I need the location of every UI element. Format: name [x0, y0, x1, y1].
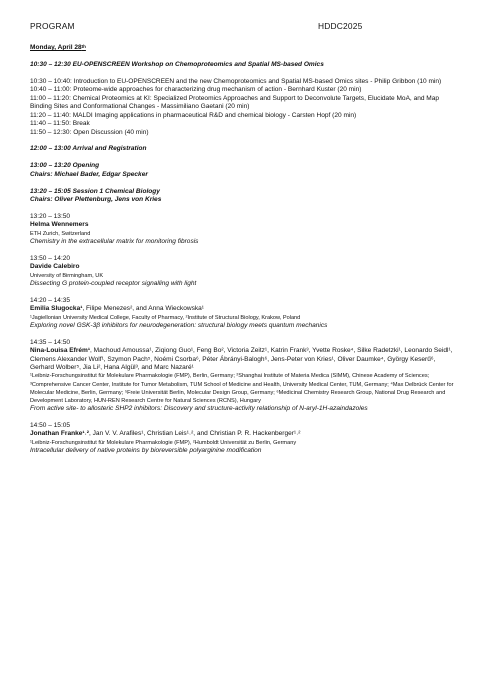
presenting-author: Emilia Slugocka¹: [30, 305, 83, 313]
workshop-item: 11:40 – 11:50: Break: [30, 120, 90, 128]
arrival-registration: 12:00 – 13:00 Arrival and Registration: [30, 145, 147, 153]
session1-title: 13:20 – 15:05 Session 1 Chemical Biology: [30, 187, 160, 195]
workshop-item: 11:00 – 11:20: Chemical Proteomics at KI: Specialized Proteomics Approaches and Support to Deconvolute Targets, Elucidate MoA, and Map Binding Sites and Conformational Changes - Massimiliano Gaetani (20 min): [30, 94, 440, 111]
talk-speaker: [30, 305, 460, 313]
talk-affiliation: ¹Leibniz-Forschungsinstitut für Molekulare Pharmakologie (FMP), ²Humboldt Universität zu Berlin, Germany: [30, 439, 297, 446]
workshop-item: 10:30 – 10:40: Introduction to EU-OPENSCREEN and the new Chemoproteomics and Spatial MS-based Omics sites - Philip Gribbon (10 min): [30, 77, 442, 85]
talk-affiliation: University of Birmingham, UK: [30, 272, 104, 279]
program-content: [30, 44, 460, 455]
talk-time: 14:35 – 14:50: [30, 338, 71, 346]
talk-speaker: Helma Wennemers: [30, 221, 89, 229]
talk-title: From active site- to allosteric SHP2 inhibitors: Discovery and structure-activity relationship of N-aryl-1H-azaindazoles: [30, 404, 368, 412]
session1-chairs: Chairs: Oliver Plettenburg, Jens von Kries: [30, 196, 162, 204]
talk-title: Dissecting G protein-coupled receptor signalling with light: [30, 279, 197, 287]
talk-affiliation: ¹Leibniz-Forschungsinstitut für Molekulare Pharmakologie (FMP), Berlin, Germany; ²Shanghai Institute of Materia Medica (SIMM), Chinese Academy of Sciences; ³Comprehensive Cancer Center, Institute for Tumor Metabolism, TUM School of Medicine and Health, University Medical Center, TUM, Germany; ⁴Max Delbrück Center for Molecular Medicine, Berlin, Germany; ⁵Freie Universität Berlin, Molecular Design Group, Germany; ⁶Medicinal Chemistry Research Group, National Drug Research and Development Laboratory, HUN-REN Research Centre for Natural Sciences (RCNS), Hungary: [30, 373, 454, 404]
day-heading: Monday, April 28th: [30, 44, 86, 51]
workshop-item: 10:40 – 11:00: Proteome-wide approaches for characterizing drug mechanism of action - Bernhard Kuster (20 min): [30, 86, 362, 94]
header-program: PROGRAM: [30, 21, 75, 31]
workshop-title: 10:30 – 12:30 EU-OPENSCREEN Workshop on Chemoproteomics and Spatial MS-based Omics: [30, 60, 324, 68]
talk-time: 13:50 – 14:20: [30, 254, 71, 262]
talk-title: Chemistry in the extracellular matrix for monitoring fibrosis: [30, 237, 199, 245]
presenting-author: Jonathan Franke¹˒²: [30, 430, 89, 438]
talk-speaker: [30, 430, 460, 438]
coauthors: , Machoud Amoussa¹, Ziqiong Guo¹, Feng Bo², Victoria Zeitz¹, Katrin Frank³, Yvette Roske⁴, Silke Radetzki¹, Leonardo Seidl¹, Clemens Alexander Wolf¹, Szymon Pach⁵, Noémi Csorba⁶, Péter Ábrányi-Balogh⁶, Jens-Peter von Kries¹, Oliver Daumke⁴, György Keserű⁶, Gerhard Wolber⁵, Jia Li², Hana Algül³, and Marc Nazaré¹: [30, 347, 453, 371]
workshop-item: 11:50 – 12:30: Open Discussion (40 min): [30, 128, 149, 136]
talk-affiliation: ¹Jagiellonian University Medical College, Faculty of Pharmacy, ²Institute of Structural Biology, Krakow, Poland: [30, 314, 301, 321]
opening-chairs: Chairs: Michael Bader, Edgar Specker: [30, 170, 148, 178]
header-conference: HDDC2025: [318, 21, 363, 31]
talk-speaker: Davide Calebiro: [30, 263, 80, 271]
opening-title: 13:00 – 13:20 Opening: [30, 162, 100, 170]
talk-time: 14:20 – 14:35: [30, 296, 71, 304]
talk-affiliation: ETH Zurich, Switzerland: [30, 230, 91, 237]
talk-speaker: [30, 347, 460, 372]
presenting-author: Nina-Louisa Efrém¹: [30, 347, 91, 355]
workshop-item: 11:20 – 11:40: MALDI Imaging applications in pharmaceutical R&D and chemical biology - Carsten Hopf (20 min): [30, 111, 357, 119]
coauthors: , Jan V. V. Arafiles¹, Christian Leis¹˒², and Christian P. R. Hackenberger¹˒²: [88, 430, 301, 438]
talk-time: 14:50 – 15:05: [30, 421, 71, 429]
talk-title: Exploring novel GSK-3β inhibitors for neurodegeneration: structural biology meets quantum mechanics: [30, 321, 328, 329]
coauthors: , Filipe Menezes², and Anna Wieckowska¹: [82, 305, 204, 313]
talk-title: Intracellular delivery of native proteins by bioreversible polyarginine modification: [30, 446, 262, 454]
talk-time: 13:20 – 13:50: [30, 212, 71, 220]
